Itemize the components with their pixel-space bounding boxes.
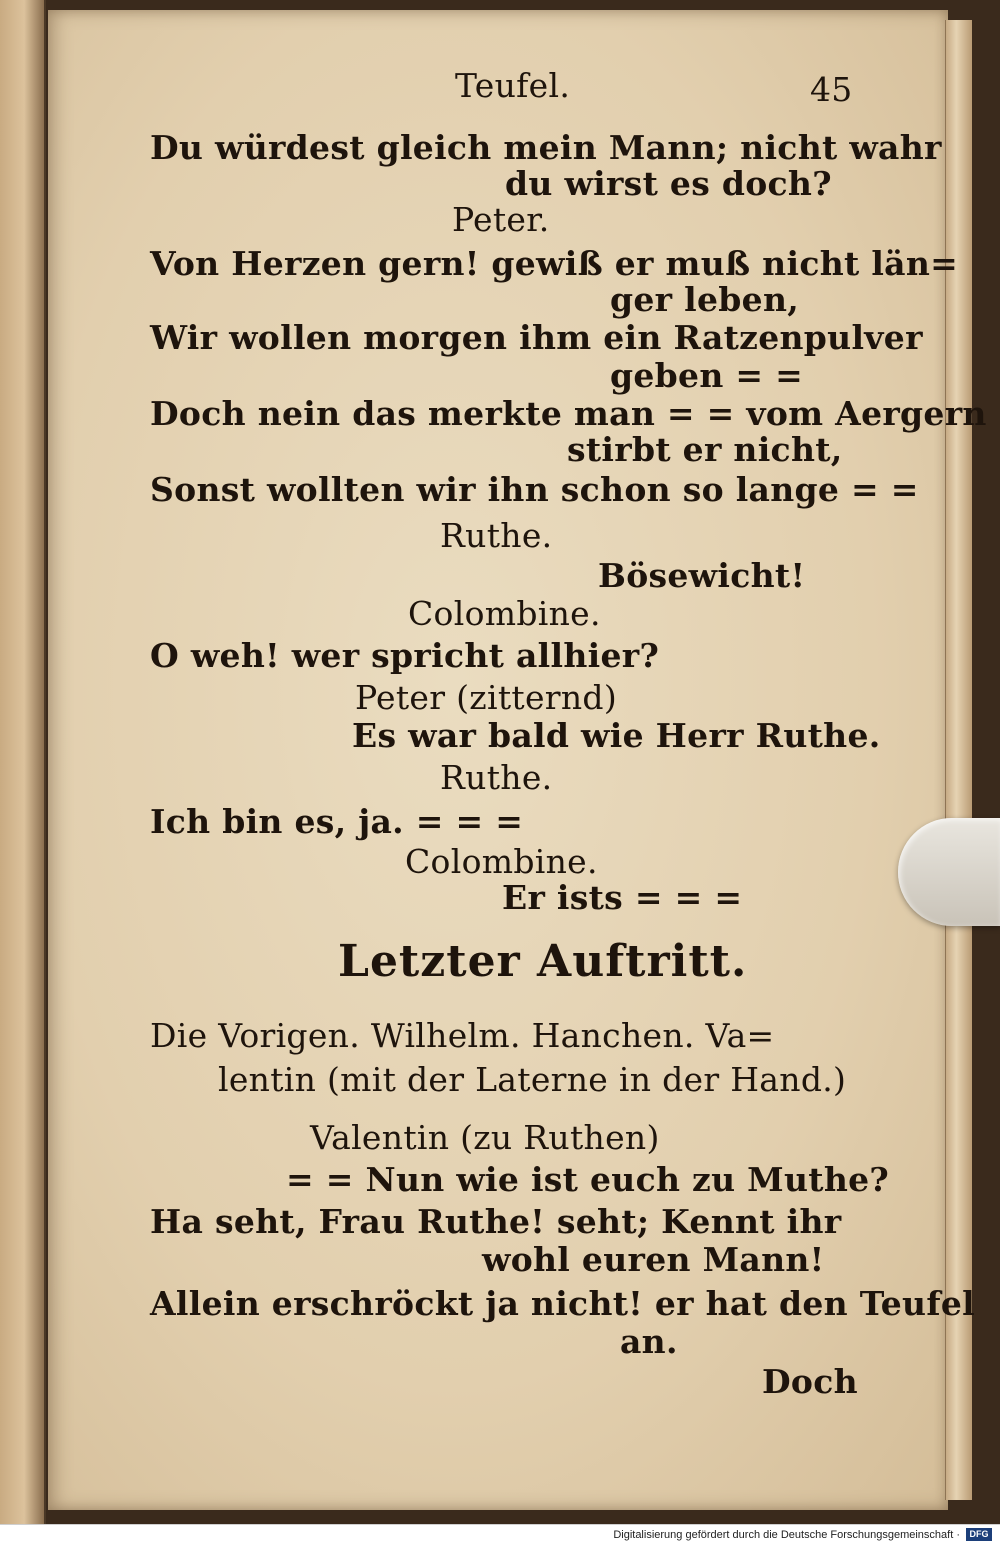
page-clip-tab (898, 818, 1000, 926)
text-line: Er ists = = = (502, 878, 743, 917)
text-line: Es war bald wie Herr Ruthe. (352, 716, 881, 755)
footer-bar (0, 1524, 1000, 1546)
text-line: = = Nun wie ist euch zu Muthe? (286, 1160, 890, 1199)
text-line: Du würdest gleich mein Mann; nicht wahr (150, 128, 942, 167)
text-line: ger leben, (610, 280, 800, 319)
speaker-name: Ruthe. (440, 758, 553, 797)
text-line: Wir wollen morgen ihm ein Ratzenpulver (150, 318, 923, 357)
catchword: Doch (762, 1362, 858, 1401)
text-line: wohl euren Mann! (482, 1240, 825, 1279)
text-line: O weh! wer spricht allhier? (150, 636, 660, 675)
speaker-name: Colombine. (408, 594, 601, 633)
text-line: Ich bin es, ja. = = = (150, 802, 524, 841)
text-line: Bösewicht! (598, 556, 806, 595)
running-head: Teufel. (455, 66, 571, 105)
text-line: an. (620, 1322, 678, 1361)
text-line: du wirst es doch? (505, 164, 832, 203)
text-line: stirbt er nicht, (567, 430, 843, 469)
text-line: Ha seht, Frau Ruthe! seht; Kennt ihr (150, 1202, 842, 1241)
speaker-name: Valentin (zu Ruthen) (310, 1118, 660, 1157)
stage-direction: lentin (mit der Laterne in der Hand.) (218, 1060, 847, 1099)
text-line: geben = = (610, 356, 804, 395)
facing-page-edge (0, 0, 46, 1524)
page-stack-edge (945, 20, 972, 1500)
text-line: Doch nein das merkte man = = vom Aergern (150, 394, 987, 433)
speaker-name: Peter. (452, 200, 550, 239)
text-line: Allein erschröckt ja nicht! er hat den Teufel (150, 1284, 975, 1323)
funding-credit: Digitalisierung gefördert durch die Deutsche Forschungsgemeinschaft · (613, 1529, 960, 1541)
stage-direction: Die Vorigen. Wilhelm. Hanchen. Va= (150, 1016, 775, 1055)
speaker-name: Colombine. (405, 842, 598, 881)
text-line: Sonst wollten wir ihn schon so lange = = (150, 470, 919, 509)
speaker-name: Ruthe. (440, 516, 553, 555)
speaker-name: Peter (zitternd) (355, 678, 617, 717)
dfg-logo: DFG (966, 1528, 992, 1541)
page-number: 45 (810, 70, 853, 109)
scene-heading: Letzter Auftritt. (338, 936, 748, 987)
text-line: Von Herzen gern! gewiß er muß nicht län= (150, 244, 959, 283)
